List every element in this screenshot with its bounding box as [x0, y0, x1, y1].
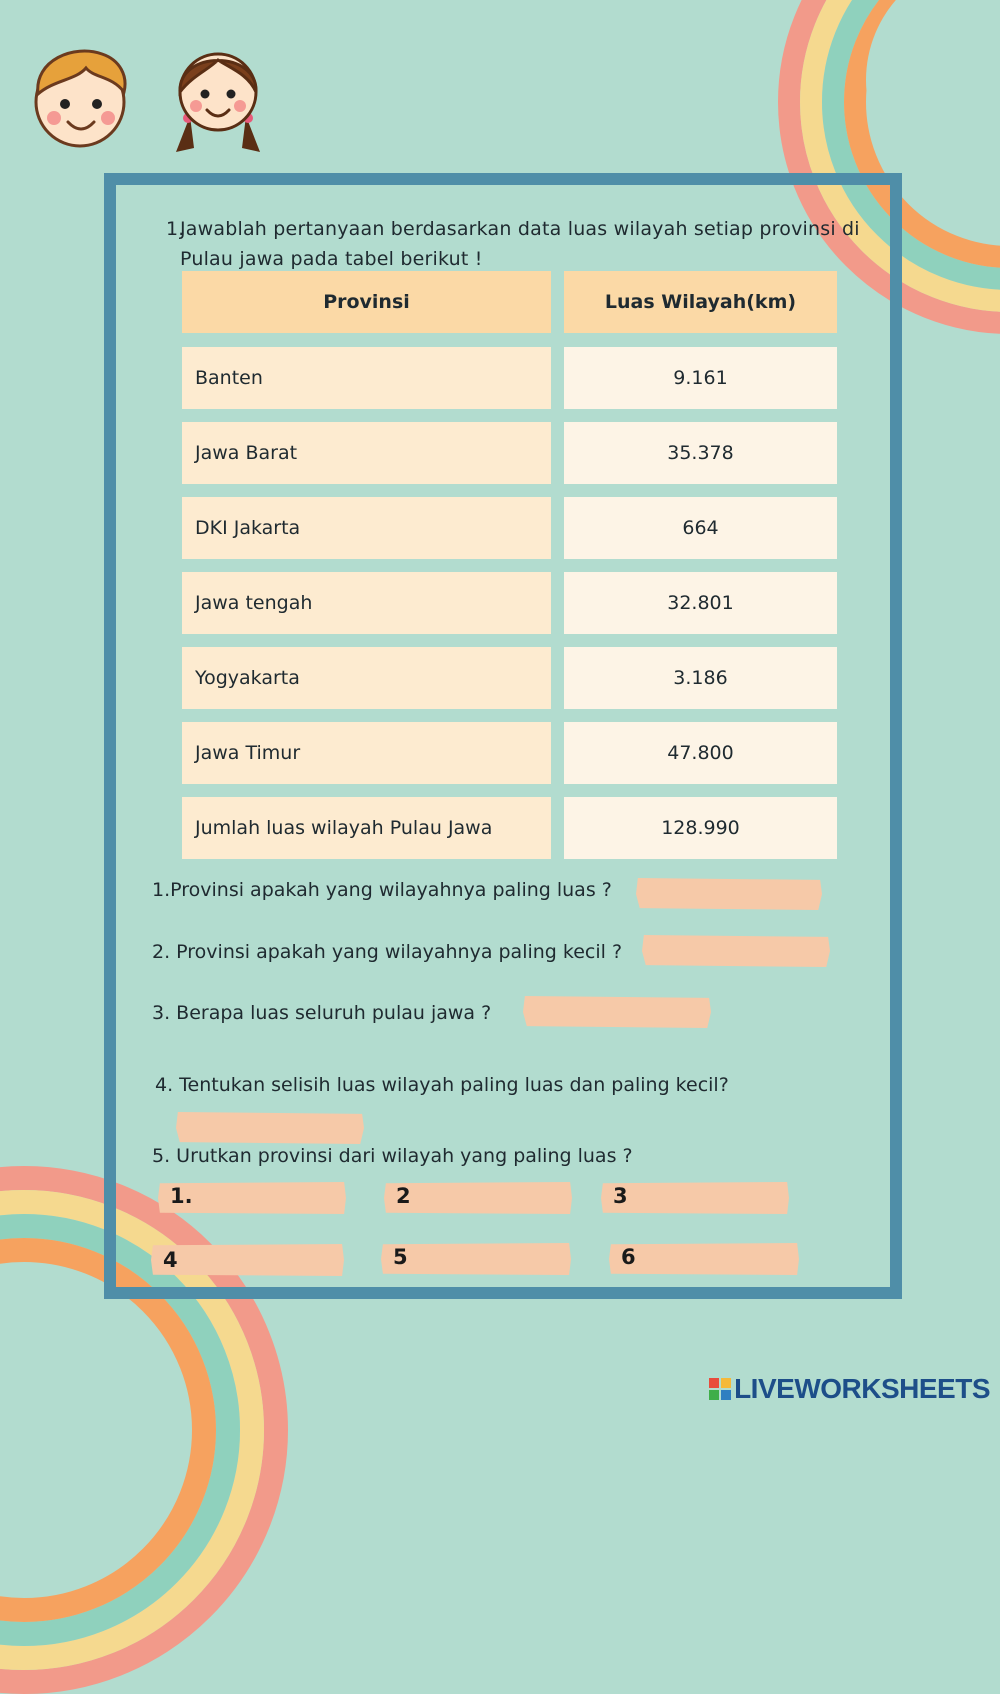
order-slot-label: 1. — [170, 1184, 193, 1208]
order-slot-label: 4 — [163, 1248, 178, 1272]
order-slot-3[interactable] — [601, 1182, 789, 1214]
table-cell-province: Banten — [182, 347, 551, 409]
order-slot-label: 6 — [621, 1245, 636, 1269]
table-cell-area: 3.186 — [564, 647, 837, 709]
intro-number: 1. — [166, 218, 185, 240]
question-4: 4. Tentukan selisih luas wilayah paling luas dan paling kecil? — [155, 1074, 729, 1096]
table-cell-province: Jawa Timur — [182, 722, 551, 784]
table-cell-total-value: 128.990 — [564, 797, 837, 859]
order-slot-label: 3 — [613, 1184, 628, 1208]
boy-face-icon — [24, 42, 136, 154]
intro-line-1: Jawablah pertanyaan berdasarkan data luas wilayah setiap provinsi di — [180, 218, 860, 240]
table-cell-total-label: Jumlah luas wilayah Pulau Jawa — [182, 797, 551, 859]
table-cell-area: 664 — [564, 497, 837, 559]
answer-input-1[interactable] — [636, 878, 822, 910]
answer-input-2[interactable] — [642, 935, 830, 967]
table-cell-area: 9.161 — [564, 347, 837, 409]
answer-input-4[interactable] — [176, 1112, 364, 1144]
intro-line-2: Pulau jawa pada tabel berikut ! — [180, 248, 483, 270]
order-slot-2[interactable] — [384, 1182, 572, 1214]
table-header-area: Luas Wilayah(km) — [564, 271, 837, 333]
order-slot-1[interactable] — [158, 1182, 346, 1214]
table-cell-area: 35.378 — [564, 422, 837, 484]
liveworksheets-logo — [709, 1373, 990, 1405]
order-slot-4[interactable] — [151, 1244, 344, 1276]
order-slot-label: 5 — [393, 1245, 408, 1269]
order-slot-label: 2 — [396, 1184, 411, 1208]
order-slot-6[interactable] — [609, 1243, 799, 1275]
girl-face-icon — [170, 36, 266, 156]
table-cell-province: Jawa tengah — [182, 572, 551, 634]
question-3: 3. Berapa luas seluruh pulau jawa ? — [152, 1002, 492, 1024]
intro-instruction — [166, 214, 886, 274]
order-slot-5[interactable] — [381, 1243, 571, 1275]
question-1: 1.Provinsi apakah yang wilayahnya paling luas ? — [152, 879, 612, 901]
liveworksheets-logo-text: LIVEWORKSHEETS — [734, 1373, 990, 1404]
table-header-province: Provinsi — [182, 271, 551, 333]
liveworksheets-logo-icon — [709, 1378, 731, 1400]
table-cell-area: 32.801 — [564, 572, 837, 634]
table-cell-province: DKI Jakarta — [182, 497, 551, 559]
answer-input-3[interactable] — [523, 996, 711, 1028]
question-2: 2. Provinsi apakah yang wilayahnya paling kecil ? — [152, 941, 623, 963]
table-cell-province: Yogyakarta — [182, 647, 551, 709]
question-5: 5. Urutkan provinsi dari wilayah yang paling luas ? — [152, 1145, 633, 1167]
table-cell-area: 47.800 — [564, 722, 837, 784]
table-cell-province: Jawa Barat — [182, 422, 551, 484]
